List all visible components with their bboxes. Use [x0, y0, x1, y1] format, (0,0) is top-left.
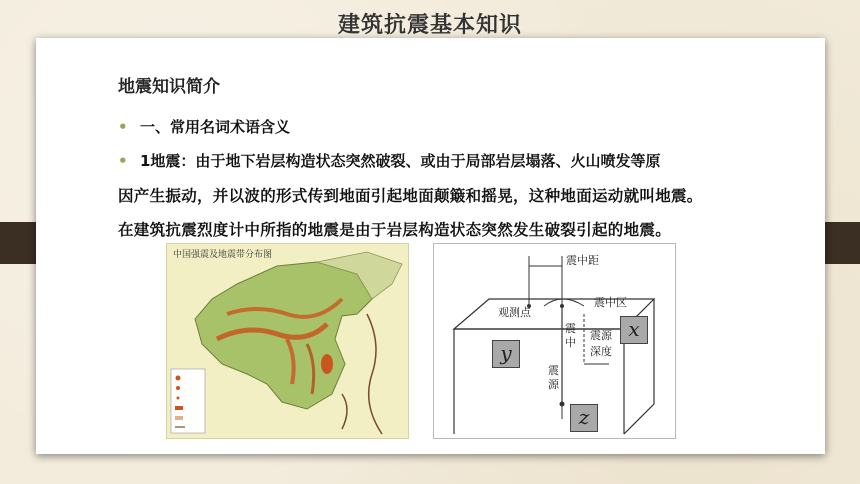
- bullet-text: 一、常用名词术语含义: [140, 118, 291, 136]
- epicentral-distance-label: 震中距: [566, 254, 599, 267]
- bullet-text: 1地震：由于地下岩层构造状态突然破裂、或由于局部岩层塌落、火山喷发等原: [140, 152, 661, 170]
- observation-point-label: 观测点: [498, 306, 531, 319]
- bullet-item-definition: [118, 150, 660, 171]
- hypocenter-label: 震源: [548, 364, 559, 391]
- earthquake-terms-diagram: [433, 243, 676, 439]
- map-title: 中国强震及地震带分布图: [173, 250, 273, 260]
- earthquake-map-image: [166, 243, 409, 439]
- epicentral-area-label: 震中区: [594, 296, 627, 309]
- epicenter-label: 震中: [565, 322, 576, 349]
- china-map-graphic: [167, 244, 408, 438]
- slide-title: 建筑抗震基本知识: [337, 13, 522, 38]
- bullet-dot: •: [118, 152, 128, 170]
- focal-depth-label: 震源深度: [590, 329, 612, 358]
- definition-line-2: 因产生振动，并以波的形式传到地面引起地面颠簸和摇晃，这种地面运动就叫地震。: [118, 187, 703, 205]
- section-heading: 地震知识简介: [118, 77, 220, 97]
- bullet-item-terms: [118, 116, 290, 137]
- bullet-dot: •: [118, 118, 128, 136]
- axis-x-box: x: [620, 316, 648, 344]
- axis-y-box: y: [492, 340, 520, 368]
- content-card: [36, 38, 825, 454]
- definition-line-3: 在建筑抗震烈度计中所指的地震是由于岩层构造状态突然发生破裂引起的地震。: [118, 221, 672, 239]
- axis-z-box: z: [570, 404, 598, 432]
